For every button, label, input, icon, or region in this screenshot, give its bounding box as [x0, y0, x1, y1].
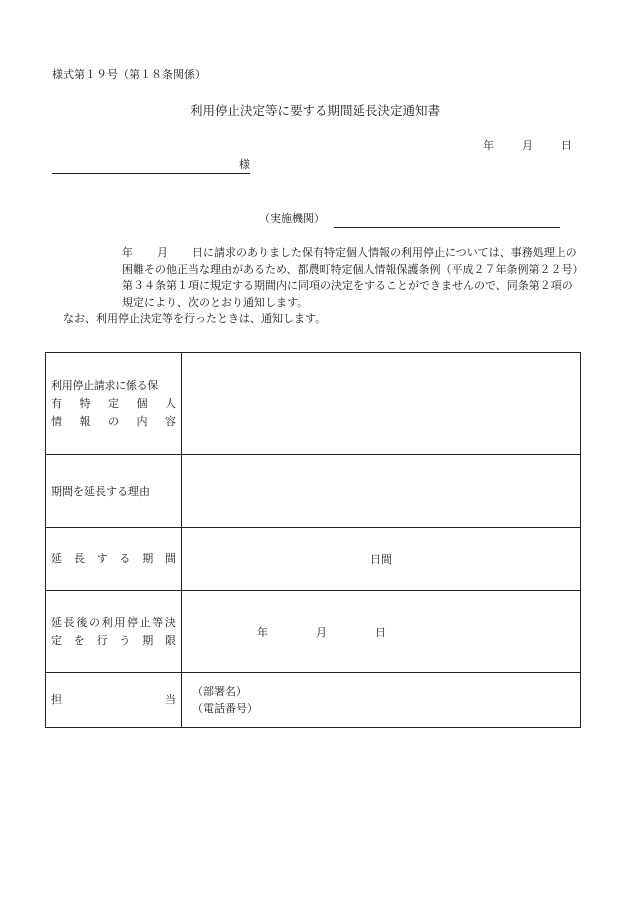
contact-value-cell[interactable] — [182, 673, 581, 728]
label-char: す — [96, 552, 108, 565]
period-value-cell[interactable] — [182, 528, 581, 591]
notice-body — [52, 245, 580, 328]
date-day: 日 — [561, 139, 572, 152]
table-row-deadline — [46, 591, 581, 673]
agency-label: （実施機関） — [259, 212, 325, 225]
label-char: 個 — [136, 396, 148, 410]
date-year: 年 — [483, 139, 494, 152]
deadline-year: 年 — [257, 625, 268, 639]
label-char: 長 — [63, 615, 75, 629]
label-char: 定 — [108, 396, 119, 410]
label-char: 限 — [164, 633, 176, 647]
deadline-label-line-2 — [51, 632, 176, 650]
form-number: 様式第１９号（第１８条関係） — [52, 68, 206, 81]
label-char: 止 — [139, 615, 151, 629]
label-char: 人 — [165, 396, 176, 410]
deadline-value-cell[interactable] — [182, 591, 581, 673]
reason-label: 期間を延長する理由 — [46, 455, 182, 528]
subject-label — [46, 353, 182, 455]
label-char: 特 — [79, 396, 91, 410]
table-row-period — [46, 528, 581, 591]
label-char: を — [73, 633, 85, 647]
request-year: 年 — [122, 246, 133, 259]
notice-paragraph-2: なお、利用停止決定等を行ったときは、通知します。 — [63, 312, 327, 325]
label-char: 期 — [142, 633, 154, 647]
label-char: 行 — [96, 633, 108, 647]
table-row-reason — [46, 455, 581, 528]
addressee-honorific: 様 — [239, 158, 250, 171]
period-label — [46, 528, 182, 591]
label-char: 期 — [142, 552, 154, 565]
deadline-label — [46, 591, 182, 673]
label-char: 担 — [51, 693, 62, 706]
extension-info-table — [45, 352, 581, 728]
request-month: 月 — [157, 246, 168, 259]
label-char: 当 — [165, 693, 176, 706]
reason-value-cell[interactable] — [182, 455, 581, 528]
date-month: 月 — [522, 139, 533, 152]
department-label: （部署名） — [192, 685, 247, 698]
agency-underline — [334, 227, 560, 228]
deadline-label-line-1 — [51, 614, 176, 632]
addressee-underline — [52, 173, 250, 174]
label-char: 後 — [76, 615, 88, 629]
label-char: の — [108, 414, 119, 428]
label-char: 情 — [51, 414, 62, 428]
phone-label: （電話番号） — [192, 702, 258, 715]
contact-label — [46, 673, 182, 728]
subject-value-cell[interactable] — [182, 353, 581, 455]
label-char: 等 — [152, 615, 164, 629]
label-char: 停 — [126, 615, 138, 629]
label-char: 報 — [79, 414, 91, 428]
label-char: 用 — [114, 615, 126, 629]
notice-paragraph-1 — [52, 245, 580, 311]
label-char: る — [119, 552, 131, 565]
deadline-day: 日 — [375, 625, 386, 639]
label-char: 容 — [165, 414, 176, 428]
label-char: 決 — [164, 615, 176, 629]
label-char: 内 — [136, 414, 148, 428]
document-title: 利用停止決定等に要する期間延長決定通知書 — [189, 103, 440, 118]
label-char: 利 — [101, 615, 113, 629]
subject-label-line-3 — [51, 413, 176, 431]
label-char: う — [119, 633, 131, 647]
label-char: 長 — [73, 552, 85, 565]
deadline-month: 月 — [316, 625, 327, 639]
subject-label-line-1: 利用停止請求に係る保 — [51, 378, 158, 392]
date-line — [455, 139, 572, 153]
table-row-contact — [46, 673, 581, 728]
label-char: 延 — [51, 552, 62, 565]
label-char: 間 — [164, 552, 176, 565]
label-char: 延 — [51, 615, 62, 629]
label-char: 定 — [51, 633, 62, 647]
label-char: 有 — [51, 396, 62, 410]
period-days-unit: 日間 — [370, 553, 392, 566]
table-row-subject — [46, 353, 581, 455]
deadline-date — [183, 624, 579, 640]
label-char: の — [88, 615, 100, 629]
subject-label-line-2 — [51, 395, 176, 413]
paragraph-1-text: 日に請求のありました保有特定個人情報の利用停止については、事務処理上の困難その他正当な理由があるため、都農町特定個人情報保護条例（平成２７年条例第２２号）第３４条第１項に規定する期間内に同項の決定をすることができませんので、同条第２項の規定により、次のとおり通知します。 — [122, 246, 579, 309]
